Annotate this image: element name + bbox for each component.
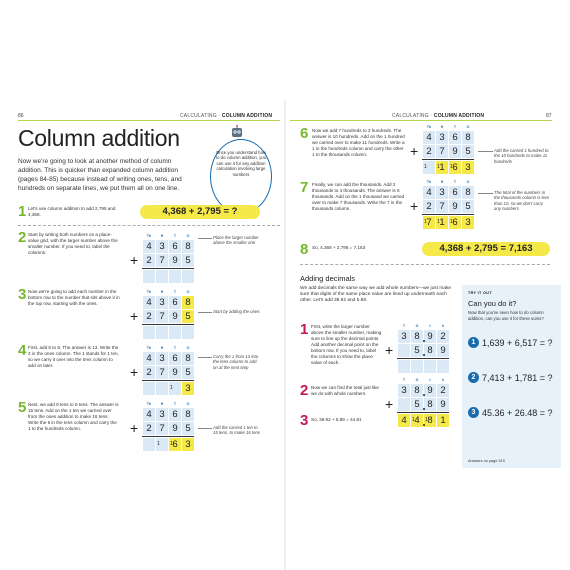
digit-cell: 4	[143, 408, 155, 421]
plus-sign: +	[385, 342, 394, 358]
digit-cell: 9	[437, 344, 449, 357]
column-header: h	[441, 378, 445, 382]
sum-line	[422, 159, 474, 160]
annotation-note: Add the carried 1 ten to 15 tens, to make 16 tens	[213, 425, 261, 436]
digit-cell: 8	[424, 344, 436, 357]
step-text: Now we can find the total just like we do with whole numbers.	[311, 385, 379, 396]
digit-cell: 6	[169, 408, 181, 421]
result-cell	[143, 438, 155, 451]
digit-cell: 7	[156, 254, 168, 267]
question-number: 1	[468, 337, 479, 348]
result-cell: 6	[449, 216, 461, 229]
digit-cell: 4	[143, 240, 155, 253]
step-text: First, write the larger number above the smaller number, making sure to line up the decimal points. Add another decimal point on the bottom row. If you need to, label the columns to show the place value of each.	[311, 324, 382, 365]
column-header: Th	[146, 346, 152, 350]
problem-bar: 4,368 + 2,795 = ?	[140, 205, 260, 219]
digit-cell: 9	[424, 384, 436, 397]
digit-cell: 3	[436, 186, 448, 199]
digit-cell: 9	[437, 398, 449, 411]
digit-cell: 6	[449, 186, 461, 199]
result-cell	[156, 270, 168, 283]
column-header: t	[429, 324, 431, 328]
digit-cell: 2	[143, 366, 155, 379]
right-header-rule	[290, 120, 552, 121]
digit-cell: 3	[398, 330, 410, 343]
sum-line	[142, 436, 194, 437]
digit-cell: 7	[156, 310, 168, 323]
column-header: T	[453, 180, 457, 184]
column-header: T	[173, 402, 177, 406]
digit-cell: 9	[169, 422, 181, 435]
digit-cell: 8	[182, 240, 194, 253]
digit-cell: 3	[156, 240, 168, 253]
annotation-leader	[198, 312, 212, 313]
column-header: O	[186, 402, 190, 406]
result-cell: 6	[449, 161, 461, 174]
column-header: O	[415, 324, 419, 328]
column-header: O	[415, 378, 419, 382]
step-number: 6	[300, 125, 309, 142]
digit-cell: 7	[436, 145, 448, 158]
decimal-point	[423, 354, 425, 356]
result-cell	[143, 326, 155, 339]
step-number: 8	[300, 241, 309, 258]
step-text: Start by writing both numbers on a place-value grid, with the larger number above the smaller number. If you need to, label the columns.	[28, 232, 118, 255]
result-cell	[398, 360, 410, 373]
divider	[18, 225, 280, 226]
result-cell: 3	[182, 438, 194, 451]
right-running-header	[392, 113, 484, 119]
result-cell	[424, 360, 436, 373]
result-cell	[182, 326, 194, 339]
digit-cell: 9	[449, 200, 461, 213]
carry-digit: 1	[157, 441, 160, 447]
section-title: Adding decimals	[300, 274, 356, 283]
digit-cell: 5	[411, 344, 423, 357]
left-running-header	[180, 113, 272, 119]
step-text: So, 38.92 + 5.89 = 44.81	[311, 417, 362, 422]
digit-cell: 2	[143, 310, 155, 323]
column-header: Th	[426, 125, 432, 129]
try-it-out-text: Now that you've seen how to do column addition, can you use it for these sums?	[468, 310, 544, 321]
sum-line	[422, 214, 474, 215]
decimal-point	[423, 408, 425, 410]
try-it-out-title: Can you do it?	[468, 299, 517, 308]
digit-cell: 5	[462, 145, 474, 158]
plus-sign: +	[410, 198, 419, 214]
column-header: h	[441, 324, 445, 328]
digit-cell: 9	[449, 145, 461, 158]
plus-sign: +	[130, 420, 139, 436]
step-text: Next, we add 9 tens to 6 tens. The answer is 15 tens. Add on the 1 ten we carried over from the ones addition to make 16 tens. Write the 6 in the tens column and carry the 1 to the hundreds column.	[28, 402, 119, 431]
step-text: Now we add 7 hundreds to 3 hundreds. The answer is 10 hundreds. Add on the 1 hundred we carried over to make 11 hundreds. Write a 1 in the hundreds column and carry the other 1 to the thousands column.	[312, 128, 405, 157]
column-header: Th	[146, 234, 152, 238]
digit-cell: 3	[398, 384, 410, 397]
column-header: H	[160, 234, 164, 238]
result-cell: 3	[182, 382, 194, 395]
right-page-number: 87	[546, 113, 552, 119]
digit-cell: 8	[411, 384, 423, 397]
digit-cell: 3	[156, 296, 168, 309]
digit-cell: 5	[411, 398, 423, 411]
digit-cell: 2	[437, 330, 449, 343]
annotation-leader	[198, 357, 212, 358]
column-header: Th	[146, 402, 152, 406]
digit-cell: 8	[462, 131, 474, 144]
annotation-note: Start by adding the ones	[213, 309, 260, 314]
answers-reference: Answers on page 319	[468, 459, 505, 463]
digit-cell: 7	[436, 200, 448, 213]
step-text: So, 4,368 + 2,795 = 7,163	[312, 245, 366, 250]
column-header: T	[402, 378, 406, 382]
digit-cell: 3	[156, 352, 168, 365]
column-header: H	[160, 290, 164, 294]
robot-icon	[230, 125, 244, 139]
sum-line	[142, 268, 194, 269]
digit-cell: 5	[462, 200, 474, 213]
digit-cell: 2	[143, 254, 155, 267]
digit-cell: 8	[182, 296, 194, 309]
digit-cell: 4	[423, 131, 435, 144]
plus-sign: +	[130, 252, 139, 268]
step-text: Now we're going to add each number in the bottom row to the number that sits above it in the top row, starting with the ones.	[28, 289, 120, 306]
column-header: O	[186, 290, 190, 294]
digit-cell: 4	[143, 352, 155, 365]
annotation-note: Add the carried 1 hundred to the 10 hundreds to make 11 hundreds	[494, 148, 549, 164]
digit-cell: 2	[423, 200, 435, 213]
digit-cell: 4	[423, 186, 435, 199]
result-cell	[143, 270, 155, 283]
digit-cell: 8	[424, 398, 436, 411]
annotation-note: Carry the 1 from 13 into the tens column to add on at the next step	[213, 354, 259, 370]
step-number: 2	[300, 382, 309, 399]
step-number: 4	[18, 342, 27, 359]
column-header: H	[160, 346, 164, 350]
step-number: 1	[18, 203, 27, 220]
carry-digit: 1	[170, 441, 173, 447]
running-separator: ·	[428, 113, 434, 119]
result-cell	[182, 270, 194, 283]
book-gutter	[284, 100, 286, 570]
question-number: 3	[468, 407, 479, 418]
column-header: T	[173, 346, 177, 350]
column-header: T	[173, 234, 177, 238]
column-header: T	[402, 324, 406, 328]
column-header: O	[466, 180, 470, 184]
digit-cell: 9	[169, 366, 181, 379]
digit-cell: 3	[436, 131, 448, 144]
result-cell	[156, 382, 168, 395]
digit-cell	[398, 344, 410, 357]
carry-digit: 1	[437, 219, 440, 225]
column-header: Th	[426, 180, 432, 184]
sum-line	[142, 324, 194, 325]
annotation-note: The total of the numbers in the thousands column is less than 10, so we don't carry any numbers	[494, 190, 550, 212]
plus-sign: +	[385, 396, 394, 412]
section-intro: We add decimals the same way we add whole numbers—we just make sure that digits of the same place value are lined up underneath each other. Let's add 38.92 and 5.89.	[300, 286, 452, 304]
running-section: CALCULATING	[392, 113, 429, 119]
plus-sign: +	[410, 143, 419, 159]
sum-line	[397, 412, 449, 413]
carry-digit: 1	[450, 164, 453, 170]
column-header: T	[453, 125, 457, 129]
step-number: 3	[300, 412, 309, 429]
digit-cell: 5	[182, 366, 194, 379]
decimal-point	[423, 394, 425, 396]
annotation-leader	[478, 151, 493, 152]
result-cell	[143, 382, 155, 395]
digit-cell: 8	[411, 330, 423, 343]
carry-digit: 1	[424, 219, 427, 225]
digit-cell: 5	[182, 254, 194, 267]
carry-digit: 1	[170, 385, 173, 391]
step-text: Finally, we can add the thousands. Add 2 thousands to 4 thousands. The answer is 6 thousands. Add on the 1 thousand we carried over to make 7 thousands. Write the 7 in the thousands column.	[312, 182, 405, 211]
column-header: Th	[146, 290, 152, 294]
left-page-number: 86	[18, 113, 24, 119]
result-cell: 1	[436, 216, 448, 229]
step-number: 5	[18, 399, 27, 416]
result-cell: 4	[398, 414, 410, 427]
speech-bubble-text: Once you understand how to do column addition, you can use it for any addition calculation involving large numbers	[215, 150, 267, 177]
result-cell	[156, 326, 168, 339]
column-header: t	[429, 378, 431, 382]
digit-cell	[398, 398, 410, 411]
annotation-leader	[198, 428, 212, 429]
question-text: 7,413 + 1,781 = ?	[482, 373, 553, 383]
step-number: 2	[18, 229, 27, 246]
digit-cell: 9	[424, 330, 436, 343]
question-number: 2	[468, 372, 479, 383]
answer-bar: 4,368 + 2,795 = 7,163	[422, 242, 550, 256]
digit-cell: 9	[169, 254, 181, 267]
digit-cell: 3	[156, 408, 168, 421]
digit-cell: 6	[449, 131, 461, 144]
column-header: H	[440, 180, 444, 184]
annotation-leader	[198, 238, 212, 239]
step-number: 7	[300, 179, 309, 196]
result-cell	[411, 360, 423, 373]
plus-sign: +	[130, 308, 139, 324]
running-topic: COLUMN ADDITION	[433, 113, 485, 119]
digit-cell: 2	[143, 422, 155, 435]
result-cell: 4	[411, 414, 423, 427]
digit-cell: 5	[182, 310, 194, 323]
result-cell	[169, 270, 181, 283]
column-header: T	[173, 290, 177, 294]
digit-cell: 6	[169, 240, 181, 253]
annotation-note: Place the larger number above the smaller one	[213, 235, 259, 246]
step-text: Let's use column addition to add 2,795 and 4,368.	[28, 206, 116, 217]
running-section: CALCULATING	[180, 113, 217, 119]
left-header-rule	[18, 120, 280, 121]
intro-paragraph: Now we're going to look at another method of column addition. This is quicker than expanded column addition (pages 84-85) because instead of writing ones, tens, and hundreds on separate lines, we put them all on one line.	[18, 158, 182, 192]
page-title: Column addition	[18, 125, 180, 151]
divider	[300, 264, 550, 265]
column-header: O	[466, 125, 470, 129]
result-cell: 1	[436, 161, 448, 174]
digit-cell: 9	[169, 310, 181, 323]
carry-digit: 1	[425, 417, 428, 423]
question-text: 1,639 + 6,517 = ?	[482, 338, 553, 348]
result-cell: 3	[462, 216, 474, 229]
digit-cell: 2	[437, 384, 449, 397]
decimal-point	[423, 424, 425, 426]
result-cell: 8	[424, 414, 436, 427]
carry-digit: 1	[424, 164, 427, 170]
digit-cell: 7	[156, 422, 168, 435]
step-text: First, add 5 to 8. The answer is 13. Write the 3 in the ones column. The 1 stands for 1 ten, so we carry it over into the tens column to add on later.	[28, 345, 119, 368]
digit-cell: 8	[462, 186, 474, 199]
column-header: H	[160, 402, 164, 406]
annotation-leader	[478, 193, 493, 194]
carry-digit: 1	[412, 417, 415, 423]
digit-cell: 4	[143, 296, 155, 309]
result-cell	[437, 360, 449, 373]
question-text: 45.36 + 26.48 = ?	[482, 408, 553, 418]
digit-cell: 7	[156, 366, 168, 379]
column-header: H	[440, 125, 444, 129]
digit-cell: 2	[423, 145, 435, 158]
column-header: O	[186, 346, 190, 350]
step-number: 3	[18, 286, 27, 303]
result-cell: 1	[437, 414, 449, 427]
plus-sign: +	[130, 364, 139, 380]
digit-cell: 5	[182, 422, 194, 435]
carry-digit: 1	[450, 219, 453, 225]
sum-line	[142, 380, 194, 381]
sum-line	[397, 358, 449, 359]
running-topic: COLUMN ADDITION	[221, 113, 273, 119]
digit-cell: 6	[169, 352, 181, 365]
running-separator: ·	[216, 113, 222, 119]
result-cell: 3	[462, 161, 474, 174]
column-header: O	[186, 234, 190, 238]
digit-cell: 8	[182, 352, 194, 365]
result-cell: 6	[169, 438, 181, 451]
try-it-out-tag: TRY IT OUT	[468, 291, 492, 295]
digit-cell: 6	[169, 296, 181, 309]
decimal-point	[423, 340, 425, 342]
step-number: 1	[300, 321, 309, 338]
result-cell	[169, 326, 181, 339]
result-cell: 7	[423, 216, 435, 229]
digit-cell: 8	[182, 408, 194, 421]
carry-digit: 1	[437, 164, 440, 170]
